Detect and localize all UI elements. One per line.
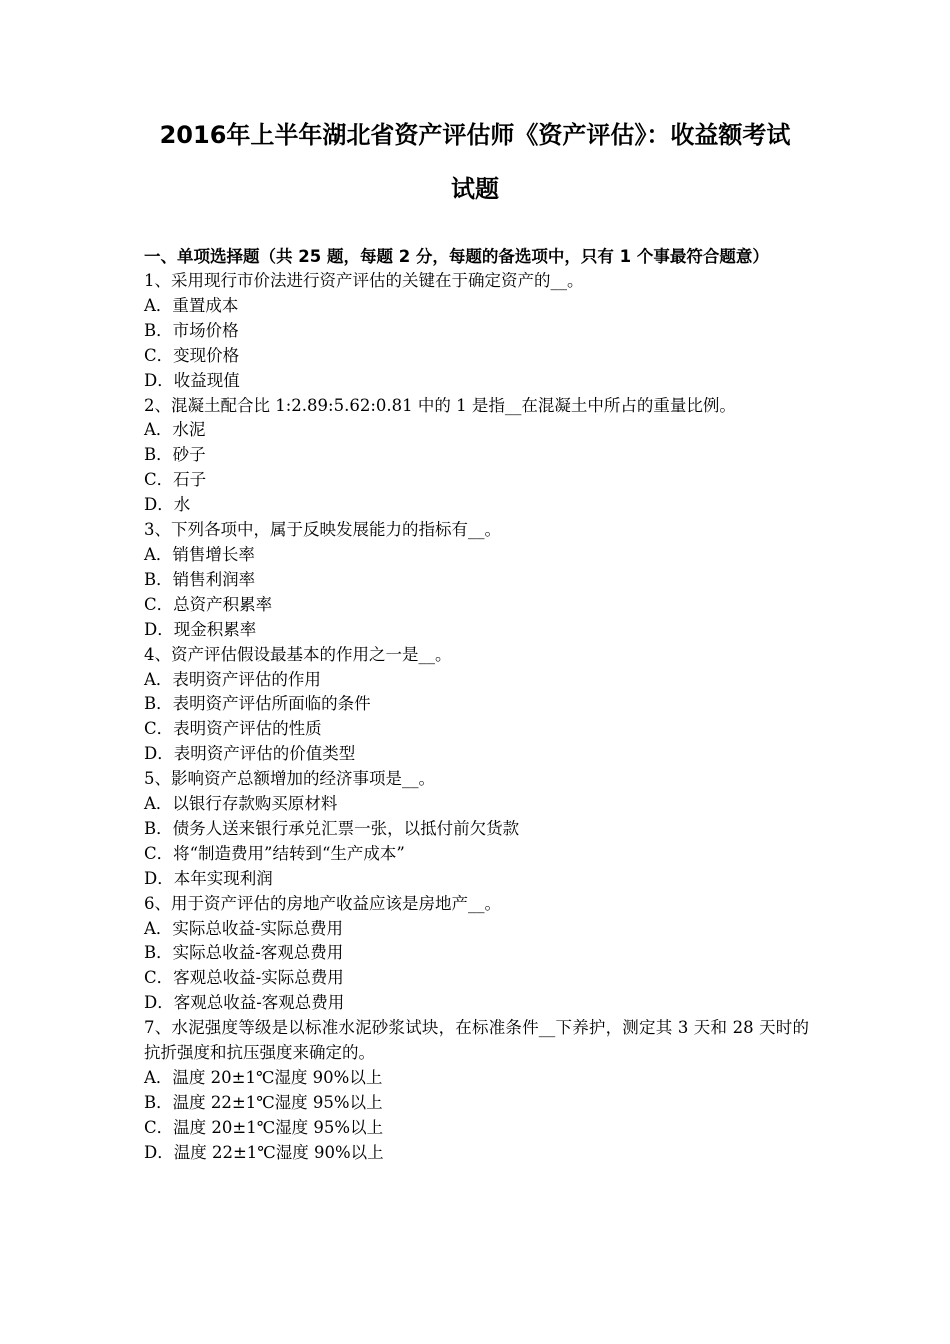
question-stem: 5、影响资产总额增加的经济事项是__。	[144, 769, 435, 789]
option-c: C．总资产积累率	[144, 594, 273, 614]
question-stem: 3、下列各项中，属于反映发展能力的指标有__。	[144, 520, 501, 540]
option-a: A．销售增长率	[144, 544, 255, 564]
option-a: A．实际总收益-实际总费用	[144, 918, 343, 938]
option-c: C．变现价格	[144, 345, 240, 365]
question-stem: 1、采用现行市价法进行资产评估的关键在于确定资产的__。	[144, 271, 584, 290]
option-b: B．温度 22±1℃湿度 95%以上	[144, 1092, 383, 1112]
question-2	[144, 394, 809, 519]
question-5	[144, 767, 809, 892]
option-a: A．温度 20±1℃湿度 90%以上	[144, 1068, 383, 1087]
option-d: D．水	[144, 495, 191, 515]
option-a: A．表明资产评估的作用	[144, 669, 321, 689]
option-b: B．表明资产评估所面临的条件	[144, 694, 371, 714]
option-d: D．现金积累率	[144, 619, 257, 639]
question-4	[144, 643, 809, 768]
question-3	[144, 518, 809, 643]
option-a: A．重置成本	[144, 295, 239, 315]
option-c: C．温度 20±1℃湿度 95%以上	[144, 1117, 384, 1137]
document-title-continued: 试题	[451, 175, 499, 203]
option-d: D．收益现值	[144, 370, 240, 390]
question-stem: 2、混凝土配合比 1:2.89:5.62:0.81 中的 1 是指__在混凝土中所占的重量比例。	[144, 395, 736, 415]
option-b: B．市场价格	[144, 320, 239, 340]
question-list	[144, 269, 809, 1166]
option-a: A．水泥	[144, 420, 206, 440]
option-b: B．砂子	[144, 445, 206, 465]
option-d: D．温度 22±1℃湿度 90%以上	[144, 1142, 384, 1162]
option-b: B．销售利润率	[144, 569, 256, 589]
document-title: 2016年上半年湖北省资产评估师《资产评估》：收益额考试	[159, 121, 791, 149]
option-c: C．将“制造费用”结转到“生产成本”	[144, 843, 405, 863]
question-stem: 4、资产评估假设最基本的作用之一是__。	[144, 644, 452, 664]
question-stem: 7、水泥强度等级是以标准水泥砂浆试块，在标准条件__下养护，测定其 3 天和 28 天时的抗折强度和抗压强度来确定的。	[144, 1018, 809, 1063]
question-stem: 6、用于资产评估的房地产收益应该是房地产__。	[144, 893, 501, 913]
option-d: D．本年实现利润	[144, 868, 273, 888]
option-b: B．实际总收益-客观总费用	[144, 943, 344, 963]
option-c: C．表明资产评估的性质	[144, 719, 322, 739]
option-c: C．石子	[144, 470, 207, 490]
question-7	[144, 1016, 809, 1165]
section-heading: 一、单项选择题（共 25 题，每题 2 分，每题的备选项中，只有 1 个事最符合题意）	[144, 247, 769, 266]
option-a: A．以银行存款购买原材料	[144, 794, 338, 814]
question-6	[144, 892, 809, 1017]
option-c: C．客观总收益-实际总费用	[144, 968, 344, 988]
option-b: B．债务人送来银行承兑汇票一张，以抵付前欠货款	[144, 818, 520, 838]
single-choice-section	[144, 244, 809, 1166]
option-d: D．表明资产评估的价值类型	[144, 744, 356, 764]
option-d: D．客观总收益-客观总费用	[144, 993, 345, 1013]
question-1	[144, 269, 809, 394]
